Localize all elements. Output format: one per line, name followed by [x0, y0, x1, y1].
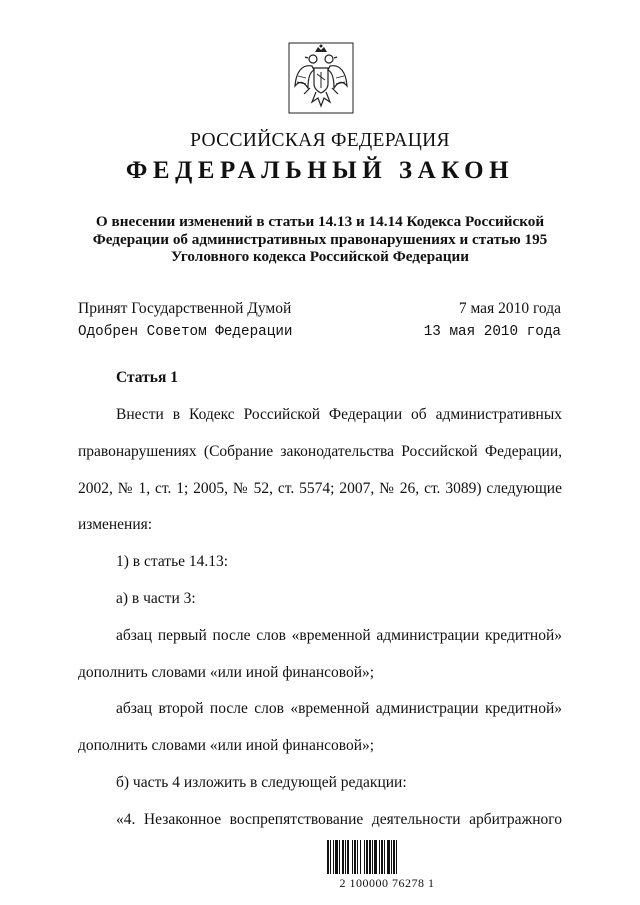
adopted-date: 7 мая 2010 года — [458, 300, 561, 317]
subject-line: Федерации об административных правонарушениях и статью 195 — [92, 230, 548, 248]
barcode-bar — [327, 840, 329, 874]
barcode-bar — [357, 840, 358, 874]
barcode-bar — [354, 840, 356, 874]
body-line: 1) в статье 14.13: — [116, 553, 229, 570]
barcode-bar — [381, 840, 383, 874]
barcode-bar — [384, 840, 385, 874]
barcode-bar — [387, 840, 390, 874]
barcode-bar — [342, 840, 344, 874]
body-line: изменения: — [78, 516, 153, 533]
barcode-bar — [369, 840, 371, 874]
body-line: абзац второй после слов «временной администрации кредитной» — [116, 700, 562, 717]
country-title: РОССИЙСКАЯ ФЕДЕРАЦИЯ — [190, 130, 450, 151]
coat-of-arms-emblem — [288, 42, 354, 114]
barcode-bar — [345, 840, 346, 874]
subject-line: О внесении изменений в статьи 14.13 и 14.14 Кодекса Российской — [95, 213, 545, 230]
body-line: Внести в Кодекс Российской Федерации об административных — [116, 406, 562, 423]
law-subject — [60, 213, 580, 266]
barcode-bar — [393, 840, 395, 874]
barcode-bar — [379, 840, 380, 874]
body-line: дополнить словами «или иной финансовой»; — [78, 664, 375, 681]
body-line: дополнить словами «или иной финансовой»; — [78, 737, 375, 754]
barcode-bar — [360, 840, 361, 874]
barcode-bar — [339, 840, 340, 874]
barcode — [325, 840, 435, 874]
barcode-bar — [333, 840, 334, 874]
approved-label: Одобрен Советом Федерации — [78, 324, 293, 340]
barcode-bar — [335, 840, 338, 874]
body-line: а) в части 3: — [116, 590, 196, 607]
barcode-bar — [364, 840, 365, 874]
barcode-bar — [396, 840, 397, 874]
body-line: правонарушениях (Собрание законодательства Российской Федерации, — [78, 443, 562, 460]
body-line: абзац первый после слов «временной администрации кредитной» — [116, 627, 562, 644]
barcode-bar — [347, 840, 349, 874]
barcode-bar — [330, 840, 331, 874]
barcode-bar — [372, 840, 373, 874]
body-line: б) часть 4 изложить в следующей редакции: — [116, 774, 407, 791]
barcode-bar — [352, 840, 353, 874]
document-type-title: ФЕДЕРАЛЬНЫЙ ЗАКОН — [125, 157, 515, 184]
barcode-bar — [374, 840, 377, 874]
subject-line: Уголовного кодекса Российской Федерации — [170, 248, 470, 265]
body-line: 2002, № 1, ст. 1; 2005, № 52, ст. 5574; 2007, № 26, ст. 3089) следующие — [78, 480, 562, 497]
article-heading: Статья 1 — [116, 369, 178, 386]
barcode-bar — [366, 840, 368, 874]
adopted-label: Принят Государственной Думой — [78, 300, 292, 317]
barcode-number: 2 100000 76278 1 — [339, 876, 435, 890]
body-line: «4. Незаконное воспрепятствование деятельности арбитражного — [116, 811, 562, 828]
approved-date: 13 мая 2010 года — [423, 324, 561, 340]
barcode-bar — [391, 840, 392, 874]
